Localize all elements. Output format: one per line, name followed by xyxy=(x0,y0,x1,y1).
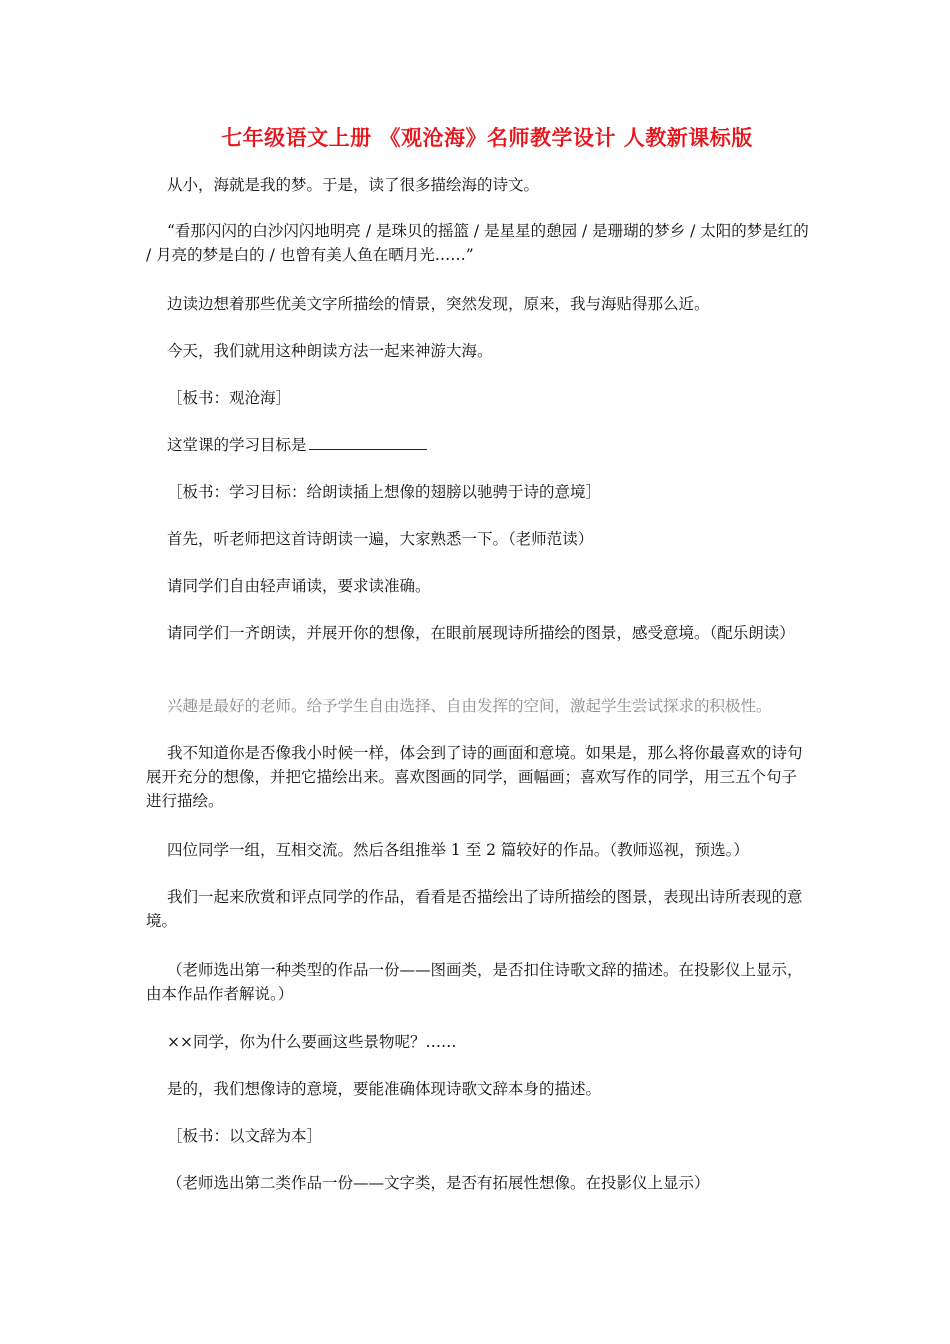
paragraph-free-reading: 请同学们自由轻声诵读，要求读准确。 xyxy=(167,577,431,595)
paragraph-board-text: ［板书：以文辞为本］ xyxy=(167,1127,323,1145)
document-title: 七年级语文上册 《观沧海》名师教学设计 人教新课标版 xyxy=(221,125,753,150)
paragraph-board-goal: ［板书：学习目标：给朗读插上想像的翅膀以驰骋于诗的意境］ xyxy=(167,483,602,501)
paragraph-text-work: （老师选出第二类作品一份——文字类，是否有拓展性想像。在投影仪上显示） xyxy=(167,1174,710,1192)
paragraph-poem-quote: “看那闪闪的白沙闪闪地明亮 / 是珠贝的摇篮 / 是星星的憩园 / 是珊瑚的梦乡 / 太阳的梦是红的 / 月亮的梦是白的 / 也曾有美人鱼在晒月光……” xyxy=(146,222,809,264)
paragraph-today: 今天，我们就用这种朗读方法一起来神游大海。 xyxy=(167,342,493,360)
paragraph-teacher-reads: 首先，听老师把这首诗朗读一遍，大家熟悉一下。（老师范读） xyxy=(167,530,594,548)
paragraph-group-exchange: 四位同学一组，互相交流。然后各组推举 1 至 2 篇较好的作品。（教师巡视，预选。） xyxy=(167,841,749,859)
paragraph-picture-work: （老师选出第一种类型的作品一份——图画类，是否扣住诗歌文辞的描述。在投影仪上显示，由本作品作者解说。） xyxy=(146,961,803,1003)
paragraph-question: ××同学，你为什么要画这些景物呢？…… xyxy=(167,1033,457,1051)
paragraph-imagine: 我不知道你是否像我小时候一样，体会到了诗的画面和意境。如果是，那么将你最喜欢的诗句展开充分的想像，并把它描绘出来。喜欢图画的同学，画幅画；喜欢写作的同学，用三五个句子进行描绘。 xyxy=(146,744,803,810)
paragraph-learning-goal xyxy=(146,433,810,457)
paragraph-confirm: 是的，我们想像诗的意境，要能准确体现诗歌文辞本身的描述。 xyxy=(167,1080,602,1098)
paragraph-reading: 边读边想着那些优美文字所描绘的情景，突然发现，原来，我与海贴得那么近。 xyxy=(167,295,710,313)
paragraph-interest-note: 兴趣是最好的老师。给予学生自由选择、自由发挥的空间，激起学生尝试探求的积极性。 xyxy=(167,697,772,715)
paragraph-intro: 从小，海就是我的梦。于是，读了很多描绘海的诗文。 xyxy=(167,176,540,194)
paragraph-appreciate: 我们一起来欣赏和评点同学的作品，看看是否描绘出了诗所描绘的图景，表现出诗所表现的意境。 xyxy=(146,888,803,930)
fill-in-blank-line xyxy=(309,435,427,450)
learning-goal-text: 这堂课的学习目标是 xyxy=(167,436,307,454)
paragraph-group-reading: 请同学们一齐朗读，并展开你的想像，在眼前展现诗所描绘的图景，感受意境。（配乐朗读） xyxy=(167,624,795,642)
paragraph-board-title: ［板书：观沧海］ xyxy=(167,389,292,407)
